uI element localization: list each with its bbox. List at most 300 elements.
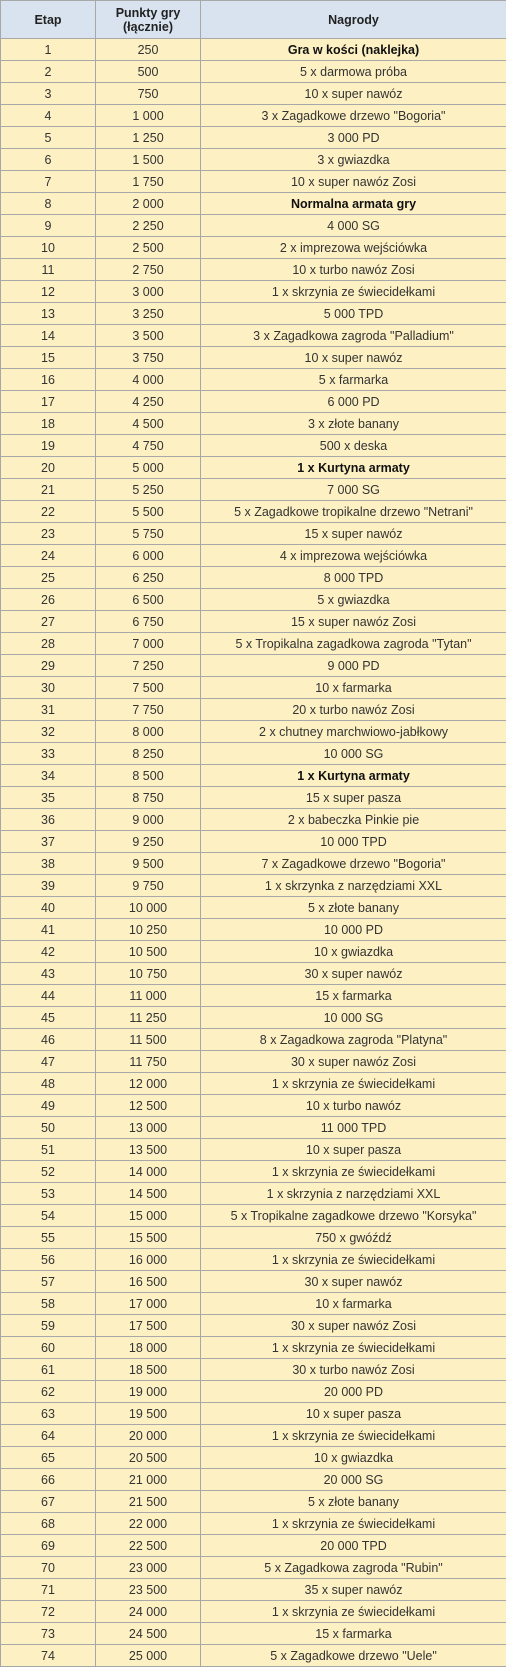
points-cell: 250 — [96, 39, 201, 61]
table-row — [1, 1029, 506, 1051]
points-cell: 9 250 — [96, 831, 201, 853]
table-row — [1, 655, 506, 677]
reward-cell: 1 x skrzynia ze świecidełkami — [201, 1513, 506, 1535]
points-cell: 22 500 — [96, 1535, 201, 1557]
etap-cell: 52 — [1, 1161, 96, 1183]
reward-cell: 5 x złote banany — [201, 897, 506, 919]
etap-cell: 41 — [1, 919, 96, 941]
table-row — [1, 215, 506, 237]
reward-cell: 10 000 SG — [201, 743, 506, 765]
etap-cell: 1 — [1, 39, 96, 61]
points-cell: 11 750 — [96, 1051, 201, 1073]
reward-cell: 5 000 TPD — [201, 303, 506, 325]
reward-cell: 15 x super nawóz — [201, 523, 506, 545]
etap-cell: 14 — [1, 325, 96, 347]
table-row — [1, 809, 506, 831]
table-row — [1, 1513, 506, 1535]
etap-cell: 64 — [1, 1425, 96, 1447]
etap-cell: 22 — [1, 501, 96, 523]
reward-cell: 4 000 SG — [201, 215, 506, 237]
reward-cell: 10 x super nawóz — [201, 347, 506, 369]
table-row — [1, 985, 506, 1007]
table-row — [1, 831, 506, 853]
table-row — [1, 1601, 506, 1623]
etap-cell: 33 — [1, 743, 96, 765]
etap-cell: 13 — [1, 303, 96, 325]
table-row — [1, 391, 506, 413]
reward-cell: 20 x turbo nawóz Zosi — [201, 699, 506, 721]
points-cell: 7 750 — [96, 699, 201, 721]
table-row — [1, 611, 506, 633]
reward-cell: 10 x gwiazdka — [201, 1447, 506, 1469]
table-row — [1, 567, 506, 589]
table-row — [1, 501, 506, 523]
header-points-line1: Punkty gry — [115, 5, 181, 20]
points-cell: 4 500 — [96, 413, 201, 435]
reward-cell: 5 x Tropikalna zagadkowa zagroda "Tytan" — [201, 633, 506, 655]
reward-cell: 5 x Zagadkowa zagroda "Rubin" — [201, 1557, 506, 1579]
etap-cell: 21 — [1, 479, 96, 501]
reward-cell: 5 x darmowa próba — [201, 61, 506, 83]
points-cell: 9 000 — [96, 809, 201, 831]
table-row — [1, 633, 506, 655]
reward-cell: 30 x super nawóz — [201, 963, 506, 985]
etap-cell: 30 — [1, 677, 96, 699]
points-cell: 18 000 — [96, 1337, 201, 1359]
points-cell: 25 000 — [96, 1645, 201, 1667]
etap-cell: 3 — [1, 83, 96, 105]
points-cell: 7 250 — [96, 655, 201, 677]
etap-cell: 49 — [1, 1095, 96, 1117]
points-cell: 4 250 — [96, 391, 201, 413]
points-cell: 2 500 — [96, 237, 201, 259]
points-cell: 10 750 — [96, 963, 201, 985]
table-row — [1, 1117, 506, 1139]
etap-cell: 56 — [1, 1249, 96, 1271]
etap-cell: 8 — [1, 193, 96, 215]
table-row — [1, 1645, 506, 1667]
etap-cell: 67 — [1, 1491, 96, 1513]
table-row — [1, 1315, 506, 1337]
table-row — [1, 1095, 506, 1117]
reward-cell: 5 x gwiazdka — [201, 589, 506, 611]
etap-cell: 62 — [1, 1381, 96, 1403]
reward-cell: 5 x złote banany — [201, 1491, 506, 1513]
table-row — [1, 765, 506, 787]
reward-cell: 10 x farmarka — [201, 1293, 506, 1315]
reward-cell: 1 x skrzynia ze świecidełkami — [201, 1161, 506, 1183]
table-row — [1, 589, 506, 611]
etap-cell: 45 — [1, 1007, 96, 1029]
table-row — [1, 1469, 506, 1491]
table-row — [1, 149, 506, 171]
reward-cell: 20 000 TPD — [201, 1535, 506, 1557]
etap-cell: 69 — [1, 1535, 96, 1557]
points-cell: 12 000 — [96, 1073, 201, 1095]
reward-cell: 3 x złote banany — [201, 413, 506, 435]
etap-cell: 26 — [1, 589, 96, 611]
etap-cell: 53 — [1, 1183, 96, 1205]
reward-cell: 5 x farmarka — [201, 369, 506, 391]
points-cell: 1 250 — [96, 127, 201, 149]
points-cell: 4 750 — [96, 435, 201, 457]
etap-cell: 54 — [1, 1205, 96, 1227]
points-cell: 8 250 — [96, 743, 201, 765]
header-etap: Etap — [1, 1, 96, 39]
points-cell: 9 750 — [96, 875, 201, 897]
etap-cell: 51 — [1, 1139, 96, 1161]
reward-cell: 1 x skrzynia ze świecidełkami — [201, 1249, 506, 1271]
points-cell: 15 000 — [96, 1205, 201, 1227]
table-row — [1, 699, 506, 721]
table-row — [1, 1337, 506, 1359]
points-cell: 8 500 — [96, 765, 201, 787]
etap-cell: 70 — [1, 1557, 96, 1579]
table-row — [1, 435, 506, 457]
reward-cell: 1 x Kurtyna armaty — [201, 765, 506, 787]
etap-cell: 35 — [1, 787, 96, 809]
table-row — [1, 1293, 506, 1315]
points-cell: 18 500 — [96, 1359, 201, 1381]
table-row — [1, 1073, 506, 1095]
points-cell: 750 — [96, 83, 201, 105]
etap-cell: 7 — [1, 171, 96, 193]
table-row — [1, 1007, 506, 1029]
table-row — [1, 1139, 506, 1161]
reward-cell: 30 x super nawóz Zosi — [201, 1051, 506, 1073]
reward-cell: 11 000 TPD — [201, 1117, 506, 1139]
reward-cell: 4 x imprezowa wejściówka — [201, 545, 506, 567]
etap-cell: 63 — [1, 1403, 96, 1425]
table-row — [1, 1249, 506, 1271]
etap-cell: 58 — [1, 1293, 96, 1315]
reward-cell: 10 x super pasza — [201, 1403, 506, 1425]
etap-cell: 31 — [1, 699, 96, 721]
points-cell: 6 250 — [96, 567, 201, 589]
etap-cell: 19 — [1, 435, 96, 457]
etap-cell: 23 — [1, 523, 96, 545]
points-cell: 7 000 — [96, 633, 201, 655]
points-cell: 2 750 — [96, 259, 201, 281]
table-row — [1, 1205, 506, 1227]
table-row — [1, 347, 506, 369]
reward-cell: 30 x super nawóz — [201, 1271, 506, 1293]
points-cell: 5 000 — [96, 457, 201, 479]
points-cell: 11 250 — [96, 1007, 201, 1029]
table-row — [1, 853, 506, 875]
etap-cell: 28 — [1, 633, 96, 655]
points-cell: 24 500 — [96, 1623, 201, 1645]
reward-cell: 8 x Zagadkowa zagroda "Platyna" — [201, 1029, 506, 1051]
table-row — [1, 1271, 506, 1293]
points-cell: 9 500 — [96, 853, 201, 875]
reward-cell: 5 x Zagadkowe tropikalne drzewo "Netrani" — [201, 501, 506, 523]
reward-cell: 3 x Zagadkowa zagroda "Palladium" — [201, 325, 506, 347]
reward-cell: 500 x deska — [201, 435, 506, 457]
points-cell: 16 500 — [96, 1271, 201, 1293]
reward-cell: 1 x Kurtyna armaty — [201, 457, 506, 479]
points-cell: 16 000 — [96, 1249, 201, 1271]
table-row — [1, 1447, 506, 1469]
table-row — [1, 61, 506, 83]
table-row — [1, 259, 506, 281]
etap-cell: 61 — [1, 1359, 96, 1381]
reward-cell: 1 x skrzynia z narzędziami XXL — [201, 1183, 506, 1205]
etap-cell: 9 — [1, 215, 96, 237]
reward-cell: 30 x turbo nawóz Zosi — [201, 1359, 506, 1381]
table-row — [1, 281, 506, 303]
points-cell: 3 500 — [96, 325, 201, 347]
reward-cell: 2 x imprezowa wejściówka — [201, 237, 506, 259]
table-row — [1, 919, 506, 941]
points-cell: 1 500 — [96, 149, 201, 171]
reward-cell: 15 x super nawóz Zosi — [201, 611, 506, 633]
etap-cell: 11 — [1, 259, 96, 281]
etap-cell: 74 — [1, 1645, 96, 1667]
table-row — [1, 1381, 506, 1403]
reward-cell: 10 x super nawóz — [201, 83, 506, 105]
reward-cell: 1 x skrzynia ze świecidełkami — [201, 281, 506, 303]
table-row — [1, 963, 506, 985]
table-row — [1, 413, 506, 435]
reward-cell: 1 x skrzynka z narzędziami XXL — [201, 875, 506, 897]
points-cell: 6 000 — [96, 545, 201, 567]
points-cell: 8 750 — [96, 787, 201, 809]
etap-cell: 44 — [1, 985, 96, 1007]
etap-cell: 15 — [1, 347, 96, 369]
reward-cell: 10 000 SG — [201, 1007, 506, 1029]
points-cell: 20 500 — [96, 1447, 201, 1469]
table-row — [1, 1535, 506, 1557]
header-rewards: Nagrody — [201, 1, 506, 39]
reward-cell: 15 x farmarka — [201, 1623, 506, 1645]
etap-cell: 60 — [1, 1337, 96, 1359]
points-cell: 24 000 — [96, 1601, 201, 1623]
etap-cell: 12 — [1, 281, 96, 303]
table-row — [1, 325, 506, 347]
etap-cell: 59 — [1, 1315, 96, 1337]
header-points — [96, 1, 201, 39]
table-row — [1, 369, 506, 391]
points-cell: 3 250 — [96, 303, 201, 325]
reward-cell: 3 x gwiazdka — [201, 149, 506, 171]
reward-cell: 10 x super nawóz Zosi — [201, 171, 506, 193]
etap-cell: 16 — [1, 369, 96, 391]
points-cell: 12 500 — [96, 1095, 201, 1117]
reward-cell: 10 x gwiazdka — [201, 941, 506, 963]
table-row — [1, 39, 506, 61]
points-cell: 3 750 — [96, 347, 201, 369]
points-cell: 17 500 — [96, 1315, 201, 1337]
etap-cell: 46 — [1, 1029, 96, 1051]
etap-cell: 50 — [1, 1117, 96, 1139]
points-cell: 1 000 — [96, 105, 201, 127]
reward-cell: 30 x super nawóz Zosi — [201, 1315, 506, 1337]
reward-cell: 6 000 PD — [201, 391, 506, 413]
etap-cell: 42 — [1, 941, 96, 963]
etap-cell: 25 — [1, 567, 96, 589]
etap-cell: 32 — [1, 721, 96, 743]
etap-cell: 47 — [1, 1051, 96, 1073]
table-row — [1, 523, 506, 545]
table-row — [1, 721, 506, 743]
reward-cell: Gra w kości (naklejka) — [201, 39, 506, 61]
points-cell: 23 000 — [96, 1557, 201, 1579]
points-cell: 19 500 — [96, 1403, 201, 1425]
points-cell: 13 500 — [96, 1139, 201, 1161]
reward-cell: 35 x super nawóz — [201, 1579, 506, 1601]
table-row — [1, 897, 506, 919]
table-row — [1, 457, 506, 479]
etap-cell: 72 — [1, 1601, 96, 1623]
table-row — [1, 1359, 506, 1381]
etap-cell: 20 — [1, 457, 96, 479]
points-cell: 3 000 — [96, 281, 201, 303]
reward-cell: 10 x turbo nawóz — [201, 1095, 506, 1117]
etap-cell: 5 — [1, 127, 96, 149]
reward-cell: 15 x farmarka — [201, 985, 506, 1007]
points-cell: 2 250 — [96, 215, 201, 237]
points-cell: 23 500 — [96, 1579, 201, 1601]
points-cell: 14 000 — [96, 1161, 201, 1183]
table-row — [1, 677, 506, 699]
reward-cell: 3 x Zagadkowe drzewo "Bogoria" — [201, 105, 506, 127]
reward-cell: 7 x Zagadkowe drzewo "Bogoria" — [201, 853, 506, 875]
table-row — [1, 1579, 506, 1601]
etap-cell: 4 — [1, 105, 96, 127]
reward-cell: 2 x babeczka Pinkie pie — [201, 809, 506, 831]
table-row — [1, 1491, 506, 1513]
reward-cell: 10 x super pasza — [201, 1139, 506, 1161]
reward-cell: 1 x skrzynia ze świecidełkami — [201, 1337, 506, 1359]
table-row — [1, 941, 506, 963]
table-row — [1, 1183, 506, 1205]
reward-cell: 1 x skrzynia ze świecidełkami — [201, 1425, 506, 1447]
points-cell: 4 000 — [96, 369, 201, 391]
etap-cell: 39 — [1, 875, 96, 897]
table-row — [1, 1623, 506, 1645]
etap-cell: 24 — [1, 545, 96, 567]
points-cell: 13 000 — [96, 1117, 201, 1139]
etap-cell: 37 — [1, 831, 96, 853]
reward-cell: 8 000 TPD — [201, 567, 506, 589]
table-row — [1, 83, 506, 105]
etap-cell: 48 — [1, 1073, 96, 1095]
points-cell: 7 500 — [96, 677, 201, 699]
etap-cell: 55 — [1, 1227, 96, 1249]
reward-cell: Normalna armata gry — [201, 193, 506, 215]
etap-cell: 34 — [1, 765, 96, 787]
table-row — [1, 479, 506, 501]
reward-cell: 20 000 PD — [201, 1381, 506, 1403]
etap-cell: 10 — [1, 237, 96, 259]
etap-cell: 29 — [1, 655, 96, 677]
points-cell: 15 500 — [96, 1227, 201, 1249]
header-row — [1, 1, 506, 39]
reward-cell: 10 000 TPD — [201, 831, 506, 853]
table-row — [1, 127, 506, 149]
points-cell: 21 000 — [96, 1469, 201, 1491]
points-cell: 6 750 — [96, 611, 201, 633]
points-cell: 5 250 — [96, 479, 201, 501]
etap-cell: 18 — [1, 413, 96, 435]
table-row — [1, 1557, 506, 1579]
points-cell: 19 000 — [96, 1381, 201, 1403]
table-row — [1, 303, 506, 325]
table-row — [1, 237, 506, 259]
etap-cell: 36 — [1, 809, 96, 831]
reward-cell: 5 x Tropikalne zagadkowe drzewo "Korsyka" — [201, 1205, 506, 1227]
reward-cell: 1 x skrzynia ze świecidełkami — [201, 1601, 506, 1623]
reward-cell: 9 000 PD — [201, 655, 506, 677]
etap-cell: 27 — [1, 611, 96, 633]
points-cell: 1 750 — [96, 171, 201, 193]
points-cell: 20 000 — [96, 1425, 201, 1447]
reward-cell: 15 x super pasza — [201, 787, 506, 809]
points-cell: 500 — [96, 61, 201, 83]
table-row — [1, 171, 506, 193]
points-cell: 5 750 — [96, 523, 201, 545]
points-cell: 11 000 — [96, 985, 201, 1007]
points-cell: 8 000 — [96, 721, 201, 743]
points-cell: 17 000 — [96, 1293, 201, 1315]
reward-cell: 1 x skrzynia ze świecidełkami — [201, 1073, 506, 1095]
reward-cell: 20 000 SG — [201, 1469, 506, 1491]
table-header — [1, 1, 506, 39]
reward-cell: 7 000 SG — [201, 479, 506, 501]
etap-cell: 2 — [1, 61, 96, 83]
reward-cell: 3 000 PD — [201, 127, 506, 149]
reward-cell: 750 x gwóźdź — [201, 1227, 506, 1249]
table-row — [1, 545, 506, 567]
reward-cell: 10 x farmarka — [201, 677, 506, 699]
header-points-line2: (łącznie) — [122, 19, 173, 34]
reward-cell: 10 000 PD — [201, 919, 506, 941]
points-cell: 10 000 — [96, 897, 201, 919]
table-row — [1, 1403, 506, 1425]
etap-cell: 6 — [1, 149, 96, 171]
points-cell: 10 250 — [96, 919, 201, 941]
table-row — [1, 1051, 506, 1073]
points-cell: 2 000 — [96, 193, 201, 215]
etap-cell: 43 — [1, 963, 96, 985]
reward-cell: 10 x turbo nawóz Zosi — [201, 259, 506, 281]
etap-cell: 57 — [1, 1271, 96, 1293]
points-cell: 6 500 — [96, 589, 201, 611]
points-cell: 11 500 — [96, 1029, 201, 1051]
table-row — [1, 1227, 506, 1249]
points-cell: 14 500 — [96, 1183, 201, 1205]
table-row — [1, 1161, 506, 1183]
etap-cell: 38 — [1, 853, 96, 875]
points-cell: 10 500 — [96, 941, 201, 963]
table-row — [1, 105, 506, 127]
reward-cell: 2 x chutney marchwiowo-jabłkowy — [201, 721, 506, 743]
etap-cell: 68 — [1, 1513, 96, 1535]
etap-cell: 40 — [1, 897, 96, 919]
table-row — [1, 1425, 506, 1447]
points-cell: 21 500 — [96, 1491, 201, 1513]
table-body — [1, 39, 506, 1667]
points-cell: 5 500 — [96, 501, 201, 523]
table-row — [1, 193, 506, 215]
points-cell: 22 000 — [96, 1513, 201, 1535]
table-row — [1, 787, 506, 809]
table-row — [1, 875, 506, 897]
reward-cell: 5 x Zagadkowe drzewo "Uele" — [201, 1645, 506, 1667]
etap-cell: 71 — [1, 1579, 96, 1601]
etap-cell: 17 — [1, 391, 96, 413]
